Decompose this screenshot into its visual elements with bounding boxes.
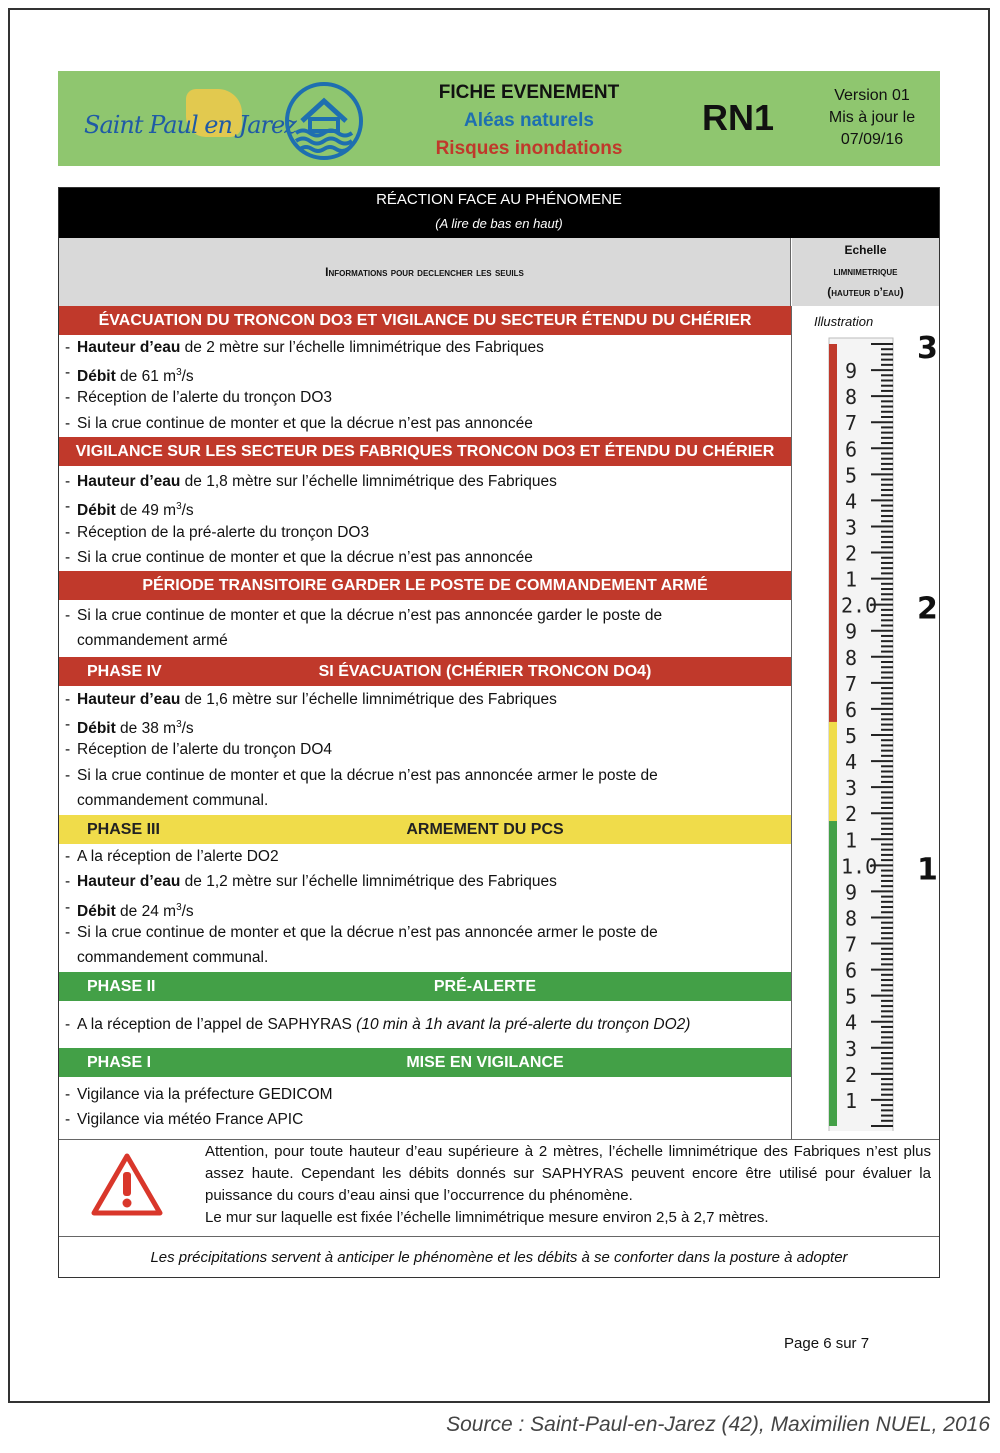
gauge-big-label: 2 [917,591,938,627]
gauge-digit: 1 [845,1088,858,1113]
list-item: - Si la crue continue de monter et que la décrue n’est pas annoncée armer le poste de [65,763,783,788]
gauge-digit: 4 [845,1010,858,1035]
gauge-digit: 6 [845,958,858,983]
updated-date: 07/09/16 [840,131,904,148]
scale-header-line1: Echelle [844,243,887,257]
column-header-info: Informations pour declencher les seuils [59,238,791,306]
sheet-code: RN1 [701,97,775,138]
gauge-digit: 8 [845,906,858,931]
section-transitoire [59,571,791,600]
phase-label: PHASE IV [87,663,162,680]
flood-house-icon [284,81,364,161]
section-title: SI ÉVACUATION (CHÉRIER TRONCON DO4) [318,663,652,680]
list-item: - Si la crue continue de monter et que la décrue n’est pas annoncée [65,411,783,436]
list-item: - Hauteur d’eau de 1,6 mètre sur l’échelle limnimétrique des Fabriques [65,687,783,712]
header-title: FICHE EVENEMENT [438,82,620,103]
section-vigilance-fabriques [59,437,791,466]
list-item: - Hauteur d’eau de 1,2 mètre sur l’échelle limnimétrique des Fabriques [65,869,783,894]
section-evacuation-do3 [59,306,791,335]
gauge-digit: 3 [845,776,858,801]
section-phase-4 [59,657,791,686]
page-number: Page 6 sur 7 [784,1335,870,1352]
water-gauge-illustration [809,326,944,1131]
version-block [810,85,934,151]
list-item: - Débit de 38 $m^3/s$ [65,712,783,741]
table-subtitle: (A lire de bas en haut) [435,216,563,231]
list-item: - A la réception de l’alerte DO2 [65,844,783,869]
gauge-digit: 8 [845,385,858,410]
table-title-row [59,188,939,238]
list-item: - A la réception de l’appel de SAPHYRAS (10 min à 1h avant la pré-alerte du tronçon DO2) [65,1012,783,1037]
section-title: PÉRIODE TRANSITOIRE GARDER LE POSTE DE COMMANDEMENT ARMÉ [142,577,708,594]
column-header-scale [792,238,939,306]
gauge-digit: 6 [845,697,858,722]
list-item: - Hauteur d’eau de 1,8 mètre sur l’échelle limnimétrique des Fabriques [65,469,783,494]
gauge-digit: 9 [845,359,858,384]
gauge-digit: 2 [845,541,858,566]
phase-label: PHASE II [87,978,156,995]
gauge-digit: 7 [845,671,858,696]
table-title: RÉACTION FACE AU PHÉNOMENE [376,191,622,208]
gauge-zone-red [829,344,837,722]
list-item: - Débit de 61 $m^3/s$ [65,360,783,389]
gauge-zone-yellow [829,722,837,821]
list-item-continuation: commandement communal. [77,792,269,809]
gauge-digit: 5 [845,724,858,748]
list-item: - Vigilance via météo France APIC [65,1107,783,1132]
gauge-big-label: 1 [917,852,938,888]
gauge-digit: 9 [845,619,858,644]
header-subtitle-alea: Aléas naturels [464,110,594,131]
gauge-digit: 6 [845,437,858,462]
gauge-digit: 2 [845,802,858,827]
logo-text: Saint Paul en Jarez [84,111,296,139]
list-item: - Réception de l’alerte du tronçon DO3 [65,385,783,410]
list-item: - Réception de la pré-alerte du tronçon DO3 [65,520,783,545]
row-divider [59,1236,939,1237]
phase-label: PHASE I [87,1054,152,1071]
gauge-meter-label: 1.0 [841,854,878,879]
list-item: - Débit de 24 $m^3/s$ [65,895,783,924]
section-title: ÉVACUATION DU TRONCON DO3 ET VIGILANCE DU SECTEUR ÉTENDU DU CHÉRIER [98,312,752,329]
warning-paragraph-2: Le mur sur laquelle est fixée l’échelle limnimétrique mesure environ 2,5 à 2,7 mètres. [205,1209,769,1226]
town-logo [78,85,296,151]
section-phase-1 [59,1048,791,1077]
list-item: - Réception de l’alerte du tronçon DO4 [65,737,783,762]
table-footnote: Les précipitations servent à anticiper le phénomène et les débits à se conforter dans la posture à adopter [150,1249,848,1266]
section-phase-3 [59,815,791,844]
gauge-big-label: 3 [917,331,938,366]
updated-label: Mis à jour le [828,109,916,126]
gauge-digit: 2 [845,1062,858,1087]
scale-header-line2: limnimetrique [833,264,898,278]
section-title: ARMEMENT DU PCS [406,821,564,838]
gauge-digit: 4 [845,750,858,775]
phase-label: PHASE III [87,821,160,838]
warning-text [205,1141,931,1229]
gauge-digit: 3 [845,1036,858,1061]
section-title: PRÉ-ALERTE [433,978,537,995]
gauge-meter-label: 2.0 [841,593,878,618]
gauge-digit: 9 [845,880,858,905]
row-divider [59,1139,939,1140]
gauge-digit: 1 [845,828,858,853]
header-title-block [388,79,670,163]
reaction-table [58,187,940,1278]
gauge-digit: 4 [845,489,858,514]
list-item-continuation: commandement communal. [77,949,269,966]
list-item: - Si la crue continue de monter et que la décrue n’est pas annoncée armer le poste de [65,920,783,945]
list-item: - Si la crue continue de monter et que la décrue n’est pas annoncée garder le poste de [65,603,783,628]
gauge-zone-green [829,821,837,1126]
source-caption: Source : Saint-Paul-en-Jarez (42), Maximilien NUEL, 2016 [446,1413,990,1436]
section-title: MISE EN VIGILANCE [406,1054,564,1071]
illustration-label: Illustration [814,314,874,329]
gauge-digit: 3 [845,515,858,540]
list-item-continuation: commandement armé [77,632,228,649]
gauge-digit: 7 [845,411,858,436]
gauge-digit: 1 [845,567,858,592]
header-subtitle-risk: Risques inondations [435,138,623,159]
section-title: VIGILANCE SUR LES SECTEUR DES FABRIQUES TRONCON DO3 ET ÉTENDU DU CHÉRIER [75,443,775,460]
warning-triangle-icon [91,1152,163,1218]
list-item: - Si la crue continue de monter et que la décrue n’est pas annoncée [65,545,783,570]
list-item: - Hauteur d’eau de 2 mètre sur l’échelle limnimétrique des Fabriques [65,335,783,360]
version-label: Version 01 [834,87,910,104]
column-divider [791,306,792,1139]
gauge-digit: 8 [845,645,858,670]
scale-header-line3: (hauteur d’eau) [827,285,904,299]
gauge-digit: 5 [845,463,858,488]
section-phase-2 [59,972,791,1001]
list-item: - Débit de 49 $m^3/s$ [65,494,783,523]
header-band [58,71,940,166]
gauge-digit: 7 [845,932,858,957]
gauge-digit: 5 [845,984,858,1009]
list-item: - Vigilance via la préfecture GEDICOM [65,1082,783,1107]
warning-paragraph-1: Attention, pour toute hauteur d’eau supérieure à 2 mètres, l’échelle limnimétrique des Fabriques n’est plus assez haute. Cependant les débits donnés sur SAPHYRAS peuvent encore être utilisé pour évaluer la puissance du cours d’eau ainsi que l’occurrence du phénomène. [205,1143,931,1204]
